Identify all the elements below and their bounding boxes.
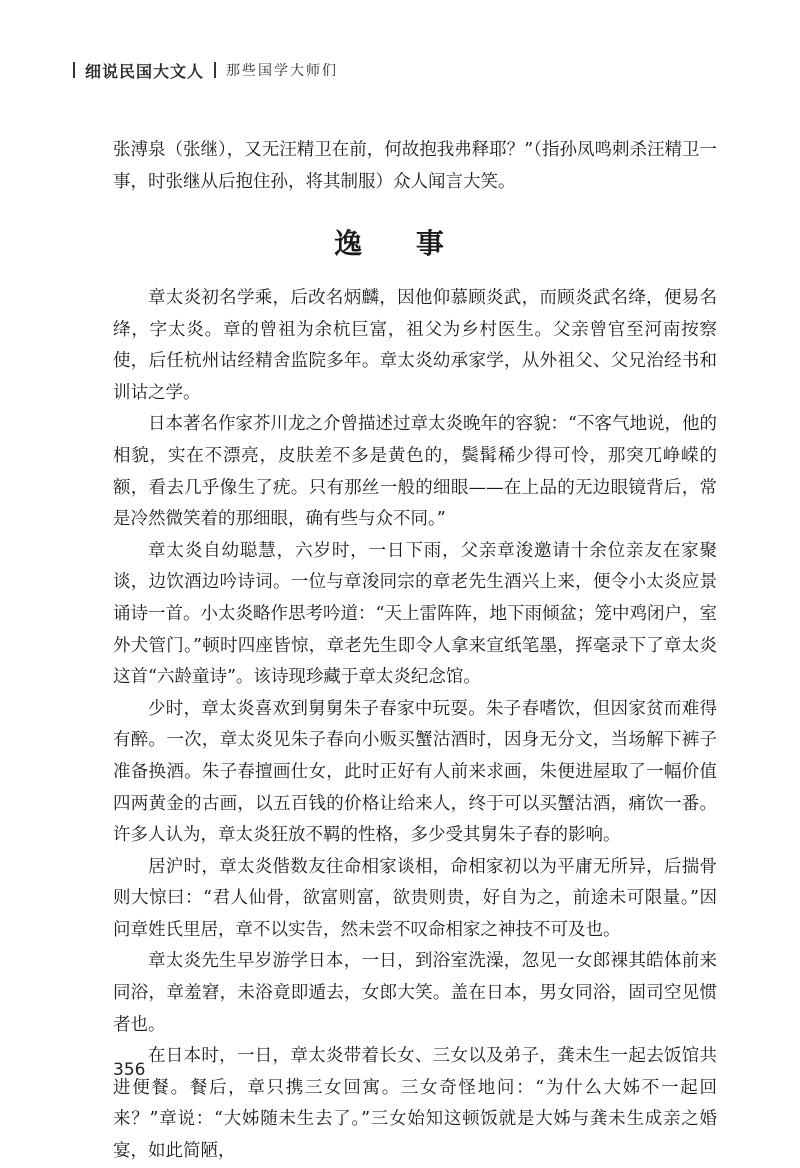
section-title: 逸 事	[334, 227, 466, 260]
header-divider-bar	[214, 62, 216, 78]
main-text	[113, 283, 717, 1168]
paragraph-2: 日本著名作家芥川龙之介曾描述过章太炎晚年的容貌：“不客气地说，他的相貌，实在不漂亮，皮肤差不多是黄色的，鬓髯稀少得可怜，那突兀峥嵘的额，看去几乎像生了疣。只有那丝一般的细眼——在上品的无边眼镜背后，常是冷然微笑着的那细眼，确有些与众不同。”	[113, 414, 717, 530]
paragraph-3: 章太炎自幼聪慧，六岁时，一日下雨，父亲章浚邀请十余位亲友在家聚谈，边饮酒边吟诗词。一位与章浚同宗的章老先生酒兴上来，便令小太炎应景诵诗一首。小太炎略作思考吟道：“天上雷阵阵，地下雨倾盆；笼中鸡闭户，室外犬管门。”顿时四座皆惊，章老先生即令人拿来宣纸笔墨，挥毫录下了章太炎这首“六龄童诗”。该诗现珍藏于章太炎纪念馆。	[113, 540, 717, 688]
paragraph-7: 在日本时，一日，章太炎带着长女、三女以及弟子，龚未生一起去饭馆共进便餐。餐后，章只携三女回寓。三女奇怪地问：“为什么大姊不一起回来？”章说：“大姊随未生去了。”三女始知这顿饭就是大姊与龚未生成亲之婚宴，如此简陋，	[113, 1046, 717, 1162]
paragraph-5: 居沪时，章太炎偕数友往命相家谈相，命相家初以为平庸无所异，后揣骨则大惊曰：“君人仙骨，欲富则富，欲贵则贵，好自为之，前途未可限量。”因问章姓氏里居，章不以实告，然未尝不叹命相家之神技不可及也。	[113, 856, 717, 940]
book-title: 细说民国大文人	[85, 61, 205, 81]
paragraph-1: 章太炎初名学乘，后改名炳麟，因他仰慕顾炎武，而顾炎武名绛，便易名绛，字太炎。章的曾祖为余杭巨富，祖父为乡村医生。父亲曾官至河南按察使，后任杭州诂经精舍监院多年。章太炎幼承家学，从外祖父、父兄治经书和训诂之学。	[113, 288, 717, 403]
continuation-paragraph: 张溥泉（张继），又无汪精卫在前，何故抱我弗释耶？”（指孙凤鸣刺杀汪精卫一事，时张继从后抱住孙，将其制服）众人闻言大笑。	[113, 140, 717, 192]
chapter-title: 那些国学大师们	[226, 63, 339, 79]
paragraph-4: 少时，章太炎喜欢到舅舅朱子春家中玩耍。朱子春嗜饮，但因家贫而难得有醉。一次，章太炎见朱子春向小贩买蟹沽酒时，因身无分文，当场解下裤子准备换酒。朱子春擅画仕女，此时正好有人前来求画，朱便进屋取了一幅价值四两黄金的古画，以五百钱的价格让给来人，终于可以买蟹沽酒，痛饮一番。许多人认为，章太炎狂放不羁的性格，多少受其舅朱子春的影响。	[113, 698, 717, 846]
paragraph-6: 章太炎先生早岁游学日本，一日，到浴室洗澡，忽见一女郎裸其皓体前来同浴，章羞窘，未浴竟即遁去，女郎大笑。盖在日本，男女同浴，固司空见惯者也。	[113, 951, 717, 1035]
continuation-text	[113, 135, 717, 198]
page-number: 356	[113, 1060, 146, 1080]
running-header	[73, 56, 338, 84]
header-left-bar	[73, 62, 75, 78]
